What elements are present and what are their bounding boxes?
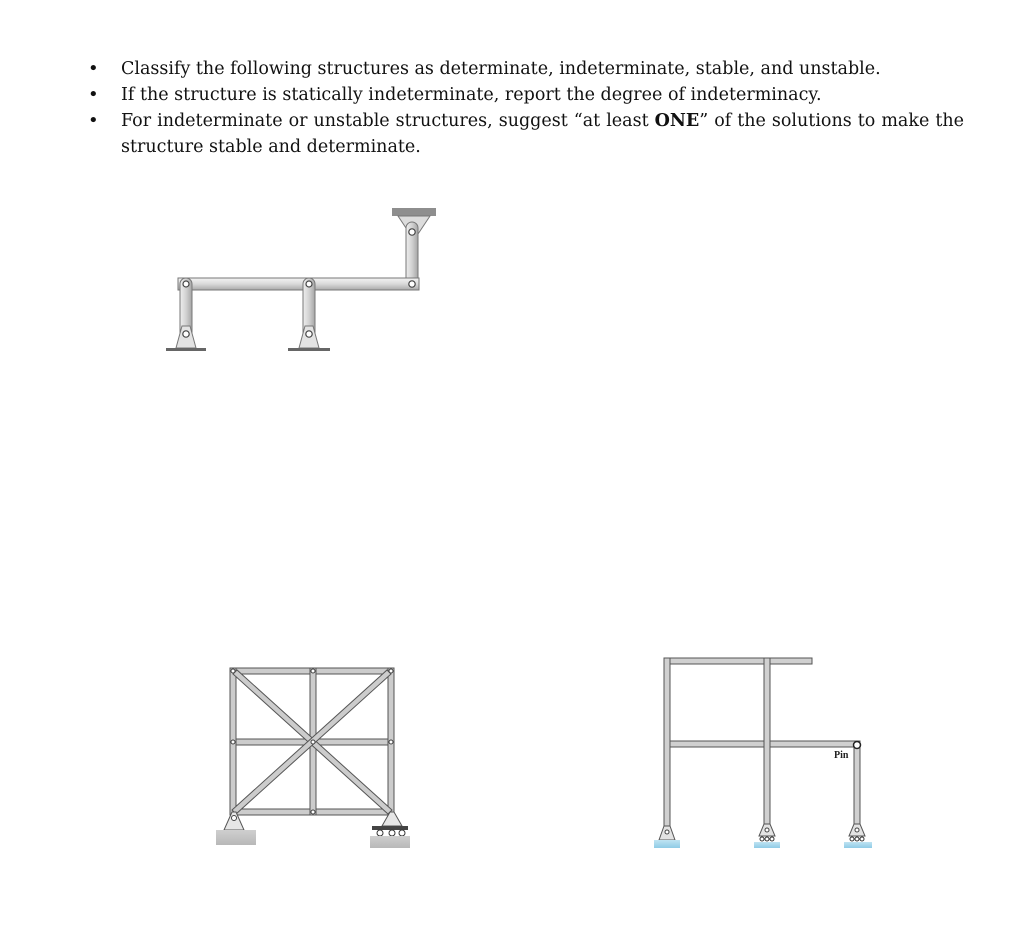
ground-left	[216, 830, 256, 845]
joint-bottom-mid	[311, 810, 315, 814]
instruction-text-2: If the structure is statically indeterminate, report the degree of indeterminacy.	[121, 85, 822, 105]
right-roller-3	[860, 837, 864, 841]
instruction-list	[88, 56, 964, 160]
right-roller-2	[855, 837, 859, 841]
middle-roller-1	[760, 837, 764, 841]
ceiling-pin	[409, 229, 415, 235]
instruction-item-2	[88, 82, 964, 108]
middle-base-pin	[306, 331, 312, 337]
joint-mid-right	[389, 740, 393, 744]
right-column	[854, 744, 860, 830]
roller-wheel-3	[399, 830, 405, 836]
middle-roller-3	[770, 837, 774, 841]
joint-center	[311, 740, 315, 744]
instruction-text-3b: ” of the solutions to make the structure stable and determinate.	[121, 111, 964, 157]
roller-wheel-2	[389, 830, 395, 836]
middle-beam	[664, 741, 860, 747]
left-column	[664, 658, 670, 830]
instruction-item-3	[88, 108, 964, 160]
middle-top-pin	[306, 281, 312, 287]
figure-frame-with-pin	[650, 654, 880, 854]
ground-left	[654, 840, 680, 848]
pin-joint	[854, 742, 861, 749]
left-base-pin	[183, 331, 189, 337]
instruction-item-1	[88, 56, 964, 82]
pin-label: Pin	[834, 750, 849, 761]
figure-truss-frame	[214, 662, 414, 852]
support-left-pin	[665, 830, 669, 834]
pin-left	[232, 816, 237, 821]
support-right-pin	[855, 828, 859, 832]
joint-top-right	[389, 669, 393, 673]
joint-top-left	[231, 669, 235, 673]
middle-ground	[288, 348, 330, 351]
joint-mid-left	[231, 740, 235, 744]
center-column	[764, 658, 770, 830]
instruction-text-1: Classify the following structures as determinate, indeterminate, stable, and unstable.	[121, 59, 881, 79]
left-top-pin	[183, 281, 189, 287]
ceiling-plate	[392, 208, 436, 216]
joint-top-mid	[311, 669, 315, 673]
roller-wheel-1	[377, 830, 383, 836]
ground-right	[370, 836, 410, 848]
instruction-text-3a: For indeterminate or unstable structures, suggest “at least	[121, 111, 655, 131]
horizontal-beam	[178, 278, 419, 290]
right-roller-1	[850, 837, 854, 841]
ground-middle	[754, 842, 780, 848]
instruction-emphasis: ONE	[654, 111, 700, 131]
ground-right	[844, 842, 872, 848]
left-ground	[166, 348, 206, 351]
figure-beam-structure	[160, 200, 450, 365]
corner-pin	[409, 281, 415, 287]
top-beam	[664, 658, 812, 664]
support-middle-pin	[765, 828, 769, 832]
middle-roller-2	[765, 837, 769, 841]
roller-plate	[372, 826, 408, 830]
